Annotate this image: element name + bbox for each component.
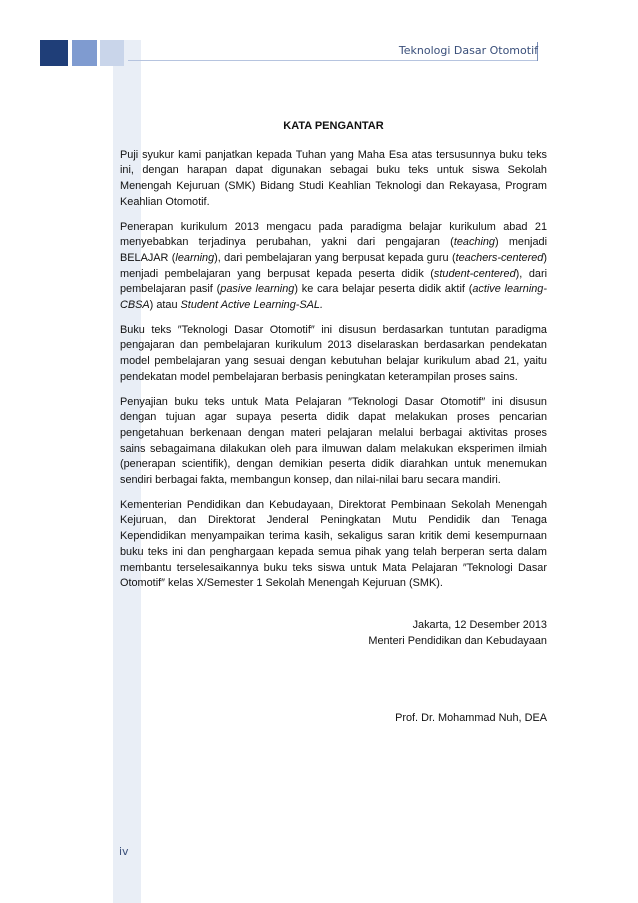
body-paragraph — [120, 323, 547, 386]
italic-term: learning — [175, 251, 215, 264]
header-rule — [128, 60, 538, 61]
italic-term: teaching — [453, 236, 495, 249]
signature-name: Prof. Dr. Mohammad Nuh, DEA — [395, 712, 547, 725]
text-run: ) menjadi BELAJAR ( — [120, 236, 547, 264]
page-number: iv — [119, 845, 129, 858]
page-content — [120, 119, 547, 727]
header-block-dark — [40, 40, 68, 66]
paragraphs — [120, 148, 547, 592]
text-run: ) atau — [149, 299, 181, 312]
header-block-light — [100, 40, 124, 66]
signature-place-date: Jakarta, 12 Desember 2013 — [412, 618, 547, 631]
italic-term: active learning-CBSA — [120, 283, 547, 312]
body-paragraph — [120, 395, 547, 489]
text-run: ), dari pembelajaran yang berpusat kepada guru ( — [214, 251, 456, 264]
text-run: Buku teks ″Teknologi Dasar Otomotif″ ini disusun berdasarkan tuntutan paradigma pengajaran dan pembelajaran kurikulum 2013 diselaraskan berdasarkan pendekatan model pembelajaran yang sesuai dengan kebutuhan belajar kurikulum abad 21, yaitu pendekatan model pembelajaran berbasis peningkatan keterampilan proses sains. — [120, 323, 547, 383]
italic-term: student-centered — [433, 267, 516, 280]
text-run: Penerapan kurikulum 2013 mengacu pada paradigma belajar kurikulum abad 21 menyebabkan terjadinya perubahan, yakni dari pengajaran ( — [120, 220, 547, 249]
body-paragraph — [120, 148, 547, 211]
signature-role: Menteri Pendidikan dan Kebudayaan — [368, 634, 547, 647]
text-run: Puji syukur kami panjatkan kepada Tuhan yang Maha Esa atas tersusunnya buku teks ini, dengan harapan dapat digunakan sebagai buku teks untuk siswa Sekolah Menengah Kejuruan (SMK) Bidang Studi Keahlian Teknologi dan Rekayasa, Program Keahlian Otomotif. — [120, 148, 547, 208]
italic-term: Student Active Learning-SAL. — [180, 299, 324, 312]
text-run: ), dari pembelajaran pasif ( — [120, 267, 547, 296]
header-block-mid — [72, 40, 97, 66]
body-paragraph — [120, 220, 547, 314]
italic-term: pasive learning — [220, 283, 295, 296]
text-run: Penyajian buku teks untuk Mata Pelajaran ″Teknologi Dasar Otomotif″ ini disusun dengan tujuan agar supaya peserta didik dapat melakukan proses pencarian pengetahuan berkenaan dengan materi pelajaran melalui berbagai aktivitas proses sains sebagaimana dilakukan oleh para ilmuwan dalam melakukan eksperimen ilmiah (penerapan scientifik), dengan demikian peserta didik diarahkan untuk menemukan sendiri berbagai fakta, membangun konsep, dan nilai-nilai baru secara mandiri. — [120, 395, 547, 487]
italic-term: teachers-centered — [455, 251, 544, 264]
text-run: ) menjadi pembelajaran yang berpusat kepada peserta didik ( — [120, 251, 547, 280]
body-paragraph — [120, 498, 547, 592]
text-run: Kementerian Pendidikan dan Kebudayaan, Direktorat Pembinaan Sekolah Menengah Kejuruan, dan Direktorat Jenderal Peningkatan Mutu Pendidik dan Tenaga Kependidikan menyampaikan terima kasih, sekaligus saran kritik demi kesempurnaan buku teks ini dan penghargaan kepada semua pihak yang telah berperan serta dalam membantu terselesaikannya buku teks siswa untuk Mata Pelajaran ″Teknologi Dasar Otomotif″ kelas X/Semester 1 Sekolah Menengah Kejuruan (SMK). — [120, 498, 547, 590]
text-run: ) ke cara belajar peserta didik aktif ( — [294, 283, 473, 296]
page-title: KATA PENGANTAR — [283, 120, 384, 132]
running-header: Teknologi Dasar Otomotif — [398, 44, 538, 57]
